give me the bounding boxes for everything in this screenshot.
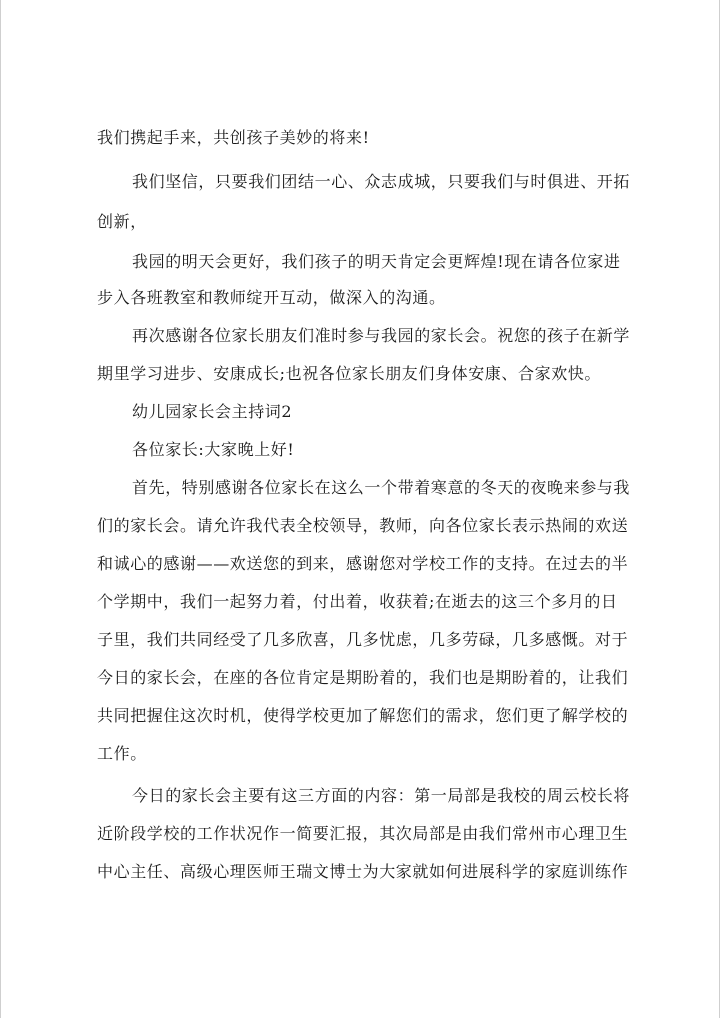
text-line: 我园的明天会更好，我们孩子的明天肯定会更辉煌!现在请各位家进 [132, 252, 621, 271]
text-line: 近阶段学校的工作状况作一简要汇报，其次局部是由我们常州市心理卫生 [97, 824, 629, 843]
text-line: 中心主任、高级心理医师王瑞文博士为大家就如何进展科学的家庭训练作 [97, 862, 629, 881]
text-line: 我们坚信，只要我们团结一心、众志成城，只要我们与时俱进、开拓 [132, 172, 631, 191]
text-line: 创新， [97, 212, 147, 231]
text-line: 今日的家长会主要有这三方面的内容：第一局部是我校的周云校长将 [132, 786, 631, 805]
text-line: 们的家长会。请允许我代表全校领导，教师，向各位家长表示热闹的欢送 [97, 516, 629, 535]
text-line: 步入各班教室和教师绽开互动，做深入的沟通。 [97, 288, 446, 307]
text-line: 各位家长:大家晚上好! [132, 440, 295, 459]
text-line: 再次感谢各位家长朋友们准时参与我园的家长会。祝您的孩子在新学 [132, 326, 631, 345]
text-line: 首先，特别感谢各位家长在这么一个带着寒意的冬天的夜晚来参与我 [132, 478, 631, 497]
text-line: 个学期中，我们一起努力着，付出着，收获着;在逝去的这三个多月的日 [97, 592, 618, 611]
text-line: 工作。 [97, 744, 147, 763]
text-line: 子里，我们共同经受了几多欣喜，几多忧虑，几多劳碌，几多感慨。对于 [97, 630, 629, 649]
text-line: 期里学习进步、安康成长;也祝各位家长朋友们身体安康、合家欢快。 [97, 364, 601, 383]
text-line: 共同把握住这次时机，使得学校更加了解您们的需求，您们更了解学校的 [97, 706, 629, 725]
text-line: 和诚心的感谢——欢送您的到来，感谢您对学校工作的支持。在过去的半 [97, 554, 629, 573]
text-line: 我们携起手来，共创孩子美妙的将来! [97, 128, 370, 147]
text-line: 今日的家长会，在座的各位肯定是期盼着的，我们也是期盼着的，让我们 [97, 668, 629, 687]
section-heading: 幼儿园家长会主持词2 [132, 402, 293, 421]
